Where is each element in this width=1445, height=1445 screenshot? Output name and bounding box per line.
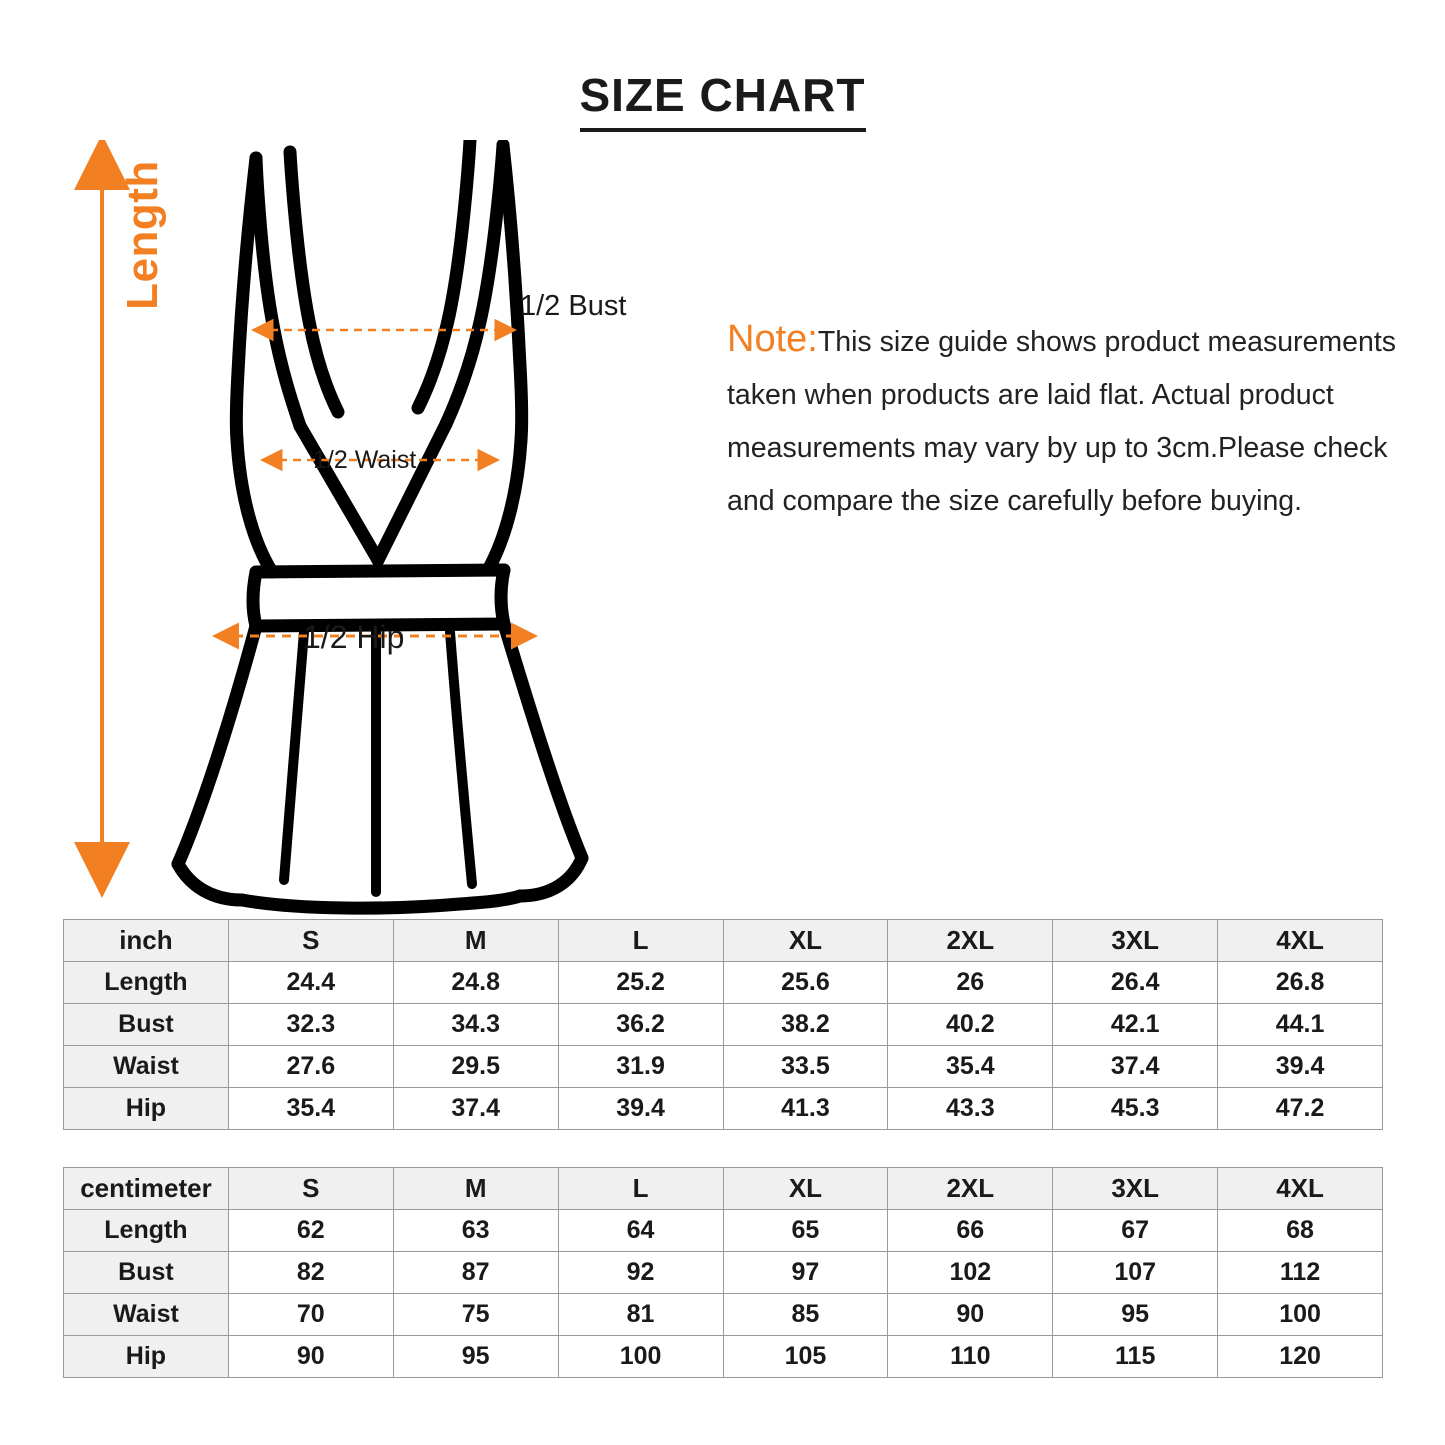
cell-bust-4xl: 44.1 [1218, 1004, 1383, 1046]
cell-hip-s: 35.4 [228, 1088, 393, 1130]
cell-bust-l: 92 [558, 1252, 723, 1294]
cell-length-xl: 25.6 [723, 962, 888, 1004]
table-row [64, 1294, 1383, 1336]
inch-table-block [63, 919, 1383, 1130]
cell-waist-4xl: 39.4 [1218, 1046, 1383, 1088]
unit-header-inch: inch [64, 920, 229, 962]
cell-hip-2xl: 110 [888, 1336, 1053, 1378]
cell-length-l: 64 [558, 1210, 723, 1252]
hip-label: 1/2 Hip [303, 619, 405, 655]
unit-header-centimeter: centimeter [64, 1168, 229, 1210]
page-title: SIZE CHART [580, 68, 866, 132]
row-label-bust: Bust [64, 1004, 229, 1046]
cell-hip-l: 100 [558, 1336, 723, 1378]
note-block [727, 316, 1397, 528]
col-header-l: L [558, 1168, 723, 1210]
bust-label: 1/2 Bust [520, 290, 627, 322]
cell-length-m: 63 [393, 1210, 558, 1252]
cell-length-2xl: 26 [888, 962, 1053, 1004]
table-row [64, 1210, 1383, 1252]
table-row [64, 1046, 1383, 1088]
cell-bust-m: 34.3 [393, 1004, 558, 1046]
col-header-2xl: 2XL [888, 920, 1053, 962]
cell-hip-m: 95 [393, 1336, 558, 1378]
cell-length-l: 25.2 [558, 962, 723, 1004]
cell-hip-s: 90 [228, 1336, 393, 1378]
cell-hip-4xl: 47.2 [1218, 1088, 1383, 1130]
cell-length-m: 24.8 [393, 962, 558, 1004]
cell-hip-2xl: 43.3 [888, 1088, 1053, 1130]
cell-waist-s: 27.6 [228, 1046, 393, 1088]
cell-bust-s: 32.3 [228, 1004, 393, 1046]
note-text: This size guide shows product measurements taken when products are laid flat. Actual product measurements may vary by up to 3cm.Please check and compare the size carefully before buying. [727, 326, 1397, 517]
cell-hip-3xl: 115 [1053, 1336, 1218, 1378]
cell-bust-3xl: 107 [1053, 1252, 1218, 1294]
cell-waist-s: 70 [228, 1294, 393, 1336]
table-row [64, 962, 1383, 1004]
dress-outline-icon [178, 140, 582, 908]
row-label-waist: Waist [64, 1046, 229, 1088]
cell-bust-s: 82 [228, 1252, 393, 1294]
length-label: Length [118, 160, 167, 310]
table-row [64, 1336, 1383, 1378]
cell-hip-m: 37.4 [393, 1088, 558, 1130]
table-header-row [64, 920, 1383, 962]
cell-waist-l: 31.9 [558, 1046, 723, 1088]
cell-waist-xl: 33.5 [723, 1046, 888, 1088]
cell-length-3xl: 26.4 [1053, 962, 1218, 1004]
cell-waist-3xl: 95 [1053, 1294, 1218, 1336]
row-label-length: Length [64, 1210, 229, 1252]
cell-bust-xl: 38.2 [723, 1004, 888, 1046]
cell-bust-2xl: 40.2 [888, 1004, 1053, 1046]
table-row [64, 1004, 1383, 1046]
cell-waist-2xl: 90 [888, 1294, 1053, 1336]
cell-length-2xl: 66 [888, 1210, 1053, 1252]
centimeter-table-block [63, 1167, 1383, 1378]
cell-bust-l: 36.2 [558, 1004, 723, 1046]
cell-hip-xl: 105 [723, 1336, 888, 1378]
row-label-hip: Hip [64, 1336, 229, 1378]
centimeter-size-table [63, 1167, 1383, 1378]
col-header-2xl: 2XL [888, 1168, 1053, 1210]
col-header-xl: XL [723, 1168, 888, 1210]
col-header-m: M [393, 920, 558, 962]
col-header-4xl: 4XL [1218, 920, 1383, 962]
note-label: Note: [727, 318, 818, 360]
cell-waist-xl: 85 [723, 1294, 888, 1336]
col-header-3xl: 3XL [1053, 920, 1218, 962]
waist-label: 1/2 Waist [313, 446, 417, 474]
cell-hip-4xl: 120 [1218, 1336, 1383, 1378]
cell-waist-4xl: 100 [1218, 1294, 1383, 1336]
row-label-length: Length [64, 962, 229, 1004]
col-header-xl: XL [723, 920, 888, 962]
cell-waist-3xl: 37.4 [1053, 1046, 1218, 1088]
table-header-row [64, 1168, 1383, 1210]
col-header-4xl: 4XL [1218, 1168, 1383, 1210]
table-row [64, 1088, 1383, 1130]
cell-hip-l: 39.4 [558, 1088, 723, 1130]
cell-hip-3xl: 45.3 [1053, 1088, 1218, 1130]
cell-length-xl: 65 [723, 1210, 888, 1252]
table-row [64, 1252, 1383, 1294]
cell-bust-2xl: 102 [888, 1252, 1053, 1294]
cell-waist-2xl: 35.4 [888, 1046, 1053, 1088]
col-header-s: S [228, 920, 393, 962]
cell-waist-m: 29.5 [393, 1046, 558, 1088]
cell-waist-m: 75 [393, 1294, 558, 1336]
inch-size-table [63, 919, 1383, 1130]
row-label-bust: Bust [64, 1252, 229, 1294]
col-header-m: M [393, 1168, 558, 1210]
cell-bust-3xl: 42.1 [1053, 1004, 1218, 1046]
row-label-hip: Hip [64, 1088, 229, 1130]
page-title-container [0, 68, 1445, 132]
col-header-3xl: 3XL [1053, 1168, 1218, 1210]
col-header-l: L [558, 920, 723, 962]
cell-length-4xl: 26.8 [1218, 962, 1383, 1004]
cell-waist-l: 81 [558, 1294, 723, 1336]
cell-length-4xl: 68 [1218, 1210, 1383, 1252]
cell-length-s: 62 [228, 1210, 393, 1252]
cell-hip-xl: 41.3 [723, 1088, 888, 1130]
cell-bust-m: 87 [393, 1252, 558, 1294]
cell-bust-xl: 97 [723, 1252, 888, 1294]
cell-length-3xl: 67 [1053, 1210, 1218, 1252]
col-header-s: S [228, 1168, 393, 1210]
row-label-waist: Waist [64, 1294, 229, 1336]
cell-length-s: 24.4 [228, 962, 393, 1004]
cell-bust-4xl: 112 [1218, 1252, 1383, 1294]
